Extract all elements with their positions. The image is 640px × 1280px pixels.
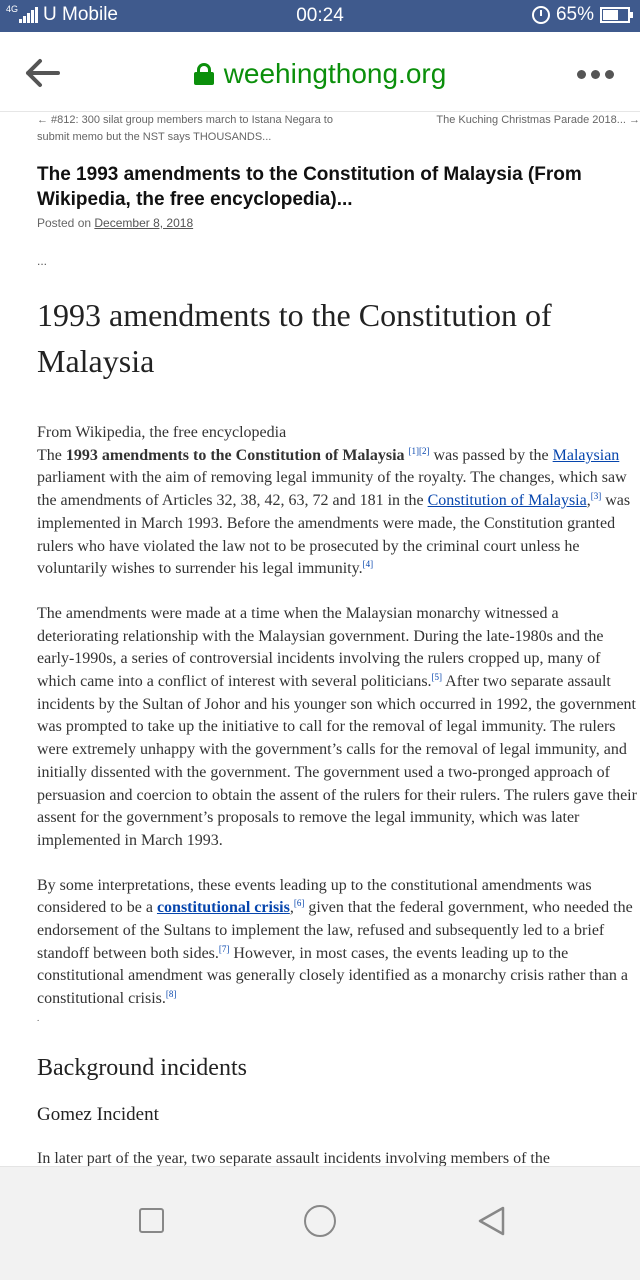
battery-percent: 65% bbox=[555, 4, 594, 25]
recent-apps-icon[interactable] bbox=[139, 1208, 164, 1233]
post-meta bbox=[37, 216, 193, 230]
article-body bbox=[37, 292, 640, 1166]
home-icon[interactable] bbox=[304, 1205, 336, 1237]
previous-post-link[interactable]: ← #812: 300 silat group members march to Istana Negara to submit memo but the NST says THOUSANDS... bbox=[37, 114, 333, 143]
bold-term: 1993 amendments to the Constitution of Malaysia bbox=[65, 446, 405, 464]
lock-icon bbox=[194, 63, 214, 85]
clock: 00:24 bbox=[296, 5, 344, 26]
more-icon[interactable] bbox=[572, 70, 614, 79]
battery-fill bbox=[603, 10, 618, 20]
network-type: 4G bbox=[6, 4, 19, 14]
paragraph-background: The amendments were made at a time when the Malaysian monarchy witnessed a deteriorating relationship with the Malaysian government. During the late-1980s and the early-1990s, a series of controversial incidents involving the rulers cropped up, many of which came into a conflict of interest with several politicians.[5] After two separate assault incidents by the Sultan of Johor and his younger son which occurred in 1992, the government was prompted to take up the initiative to call for the removal of legal immunity. The rulers were extremely unhappy with the government’s calls for the removal of legal immunity, and initially dissented with the government. The government used a two-pronged approach of persuasion and coercion to obtain the assent of the rulers for their rulers. The rulers gave their assent for the government’s proposals to remove the legal immunity, which was later implemented in March 1993. bbox=[37, 604, 637, 849]
alarm-icon bbox=[532, 6, 550, 24]
system-nav-bar bbox=[0, 1166, 640, 1280]
source-line: From Wikipedia, the free encyclopedia bbox=[37, 424, 287, 441]
ref-6[interactable]: [6] bbox=[293, 898, 305, 909]
post-excerpt-ellipsis: ... bbox=[37, 254, 48, 268]
paragraph-intro: The 1993 amendments to the Constitution of Malaysia [1][2] was passed by the Malaysian parliament with the aim of removing legal immunity of the royalty. The changes, which saw the amendments of Articles 32, 38, 42, 63, 72 and 181 in the Constitution of Malaysia,[3] was implemented in March 1993. Before the amendments were made, the Constitution granted rulers who have violated the law not to be prosecuted by the criminal court unless he voluntarily wishes to surrender his legal immunity.[4] bbox=[37, 445, 631, 578]
next-post-link[interactable]: The Kuching Christmas Parade 2018... → bbox=[436, 114, 640, 126]
browser-toolbar bbox=[0, 32, 640, 112]
ref-7[interactable]: [7] bbox=[218, 943, 230, 954]
ref-3[interactable]: [3] bbox=[590, 491, 602, 502]
ref-4[interactable]: [4] bbox=[362, 559, 374, 570]
ref-8[interactable]: [8] bbox=[165, 989, 177, 1000]
post-title: The 1993 amendments to the Constitution of Malaysia (From Wikipedia, the free encyclopedia)... bbox=[37, 164, 582, 210]
subsection-heading: Gomez Incident bbox=[37, 1103, 159, 1125]
carrier-name: U Mobile bbox=[43, 4, 118, 25]
section-heading: Background incidents bbox=[37, 1054, 247, 1081]
article-heading: 1993 amendments to the Constitution of Malaysia bbox=[37, 297, 552, 379]
paragraph-crisis: By some interpretations, these events leading up to the constitutional amendments was considered to be a constitutional crisis,[6] given that the federal government, who needed the endorsement of the Sultans to implement the law, refused and subsequently led to a brief standoff between both sides.[7] However, in most cases, the events leading up to the constitutional amendment was generally closely identified as a monarchy crisis rather than a constitutional crisis.[8] bbox=[37, 876, 633, 1008]
posted-on-label: Posted on bbox=[37, 216, 92, 230]
link-constitutional-crisis[interactable]: constitutional crisis bbox=[156, 899, 290, 917]
status-bar bbox=[0, 0, 640, 32]
link-constitution-of-malaysia[interactable]: Constitution of Malaysia bbox=[427, 492, 587, 510]
back-icon[interactable] bbox=[476, 1205, 506, 1237]
link-malaysian[interactable]: Malaysian bbox=[552, 446, 620, 464]
address-bar[interactable] bbox=[0, 58, 640, 90]
cut-off-line: In later part of the year, two separate assault incidents involving members of the bbox=[37, 1149, 550, 1166]
battery-icon bbox=[600, 7, 630, 23]
status-right bbox=[532, 4, 630, 26]
post-date-link[interactable]: December 8, 2018 bbox=[94, 216, 194, 230]
ref-5[interactable]: [5] bbox=[431, 672, 443, 683]
stray-dot: . bbox=[37, 1012, 40, 1023]
page-content bbox=[0, 112, 640, 1166]
url-text: weehingthong.org bbox=[223, 58, 447, 89]
ref-1-2[interactable]: [1][2] bbox=[408, 445, 430, 456]
